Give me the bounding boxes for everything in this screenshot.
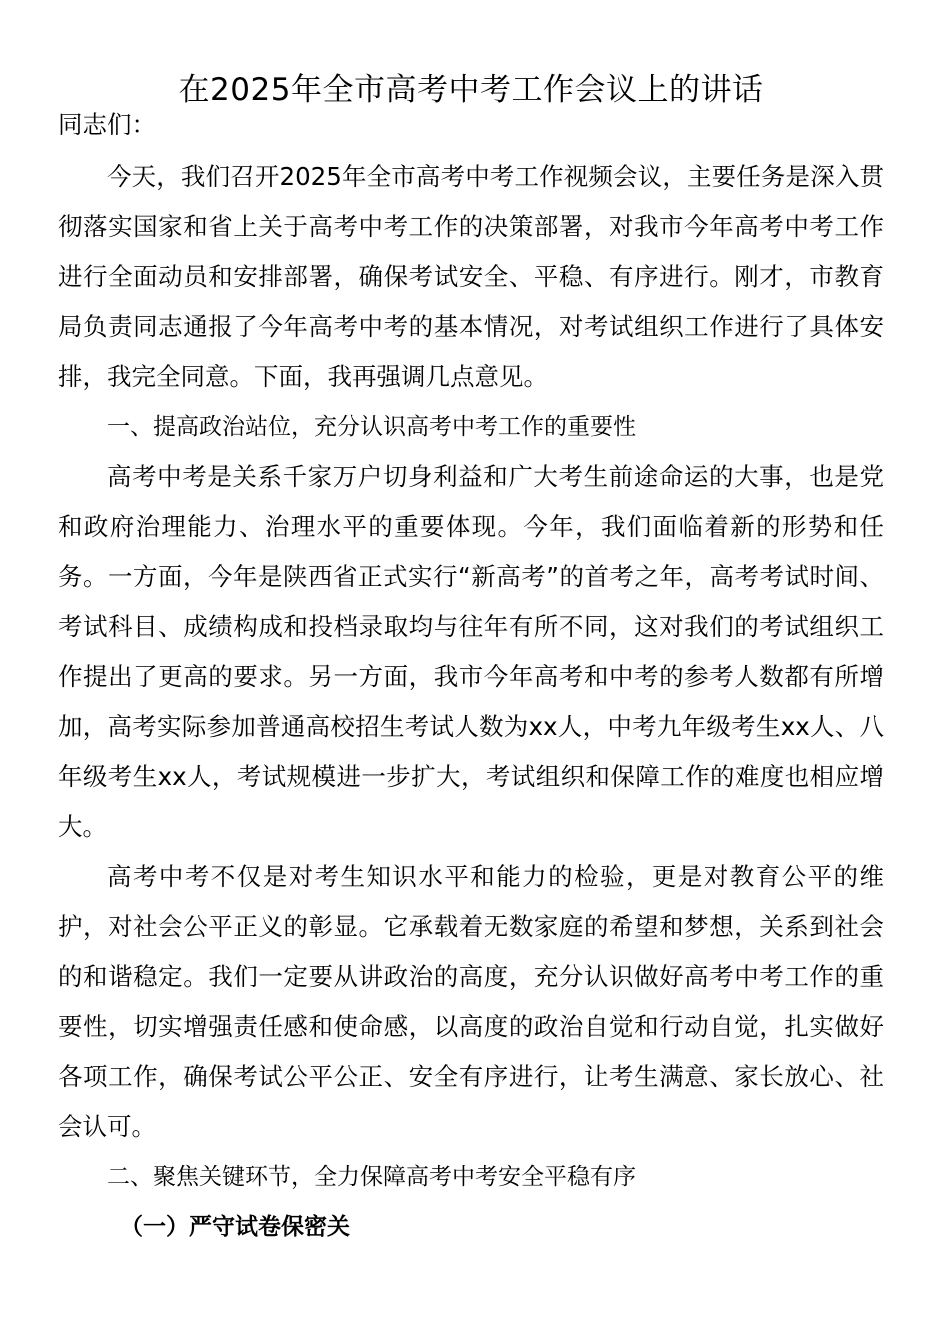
paragraph-fairness: 高考中考不仅是对考生知识水平和能力的检验，更是对教育公平的维护，对社会公平正义的彰显。它承载着无数家庭的希望和梦想，关系到社会的和谐稳定。我们一定要从讲政治的高度，充分认识做好高考中考工作的重要性，切实增强责任感和使命感，以高度的政治自觉和行动自觉，扎实做好各项工作，确保考试公平公正、安全有序进行，让考生满意、家长放心、社会认可。 bbox=[58, 862, 884, 1141]
paragraph-opening: 今天，我们召开2025年全市高考中考工作视频会议，主要任务是深入贯彻落实国家和省上关于高考中考工作的决策部署，对我市今年高考中考工作进行全面动员和安排部署，确保考试安全、平稳、有序进行。刚才，市教育局负责同志通报了今年高考中考的基本情况，对考试组织工作进行了具体安排，我完全同意。下面，我再强调几点意见。 bbox=[58, 162, 884, 391]
salutation: 同志们： bbox=[58, 110, 156, 139]
section-heading-1: 一、提高政治站位，充分认识高考中考工作的重要性 bbox=[107, 414, 636, 440]
document-title: 在2025年全市高考中考工作会议上的讲话 bbox=[178, 72, 764, 108]
subsection-heading-1: （一）严守试卷保密关 bbox=[120, 1214, 350, 1240]
section-heading-2: 二、聚焦关键环节，全力保障高考中考安全平稳有序 bbox=[107, 1164, 636, 1190]
paragraph-importance: 高考中考是关系千家万户切身利益和广大考生前途命运的大事，也是党和政府治理能力、治理水平的重要体现。今年，我们面临着新的形势和任务。一方面，今年是陕西省正式实行“新高考”的首考之年，高考考试时间、考试科目、成绩构成和投档录取均与往年有所不同，这对我们的考试组织工作提出了更高的要求。另一方面，我市今年高考和中考的参考人数都有所增加，高考实际参加普通高校招生考试人数为xx人，中考九年级考生xx人、八年级考生xx人，考试规模进一步扩大，考试组织和保障工作的难度也相应增大。 bbox=[58, 462, 884, 841]
